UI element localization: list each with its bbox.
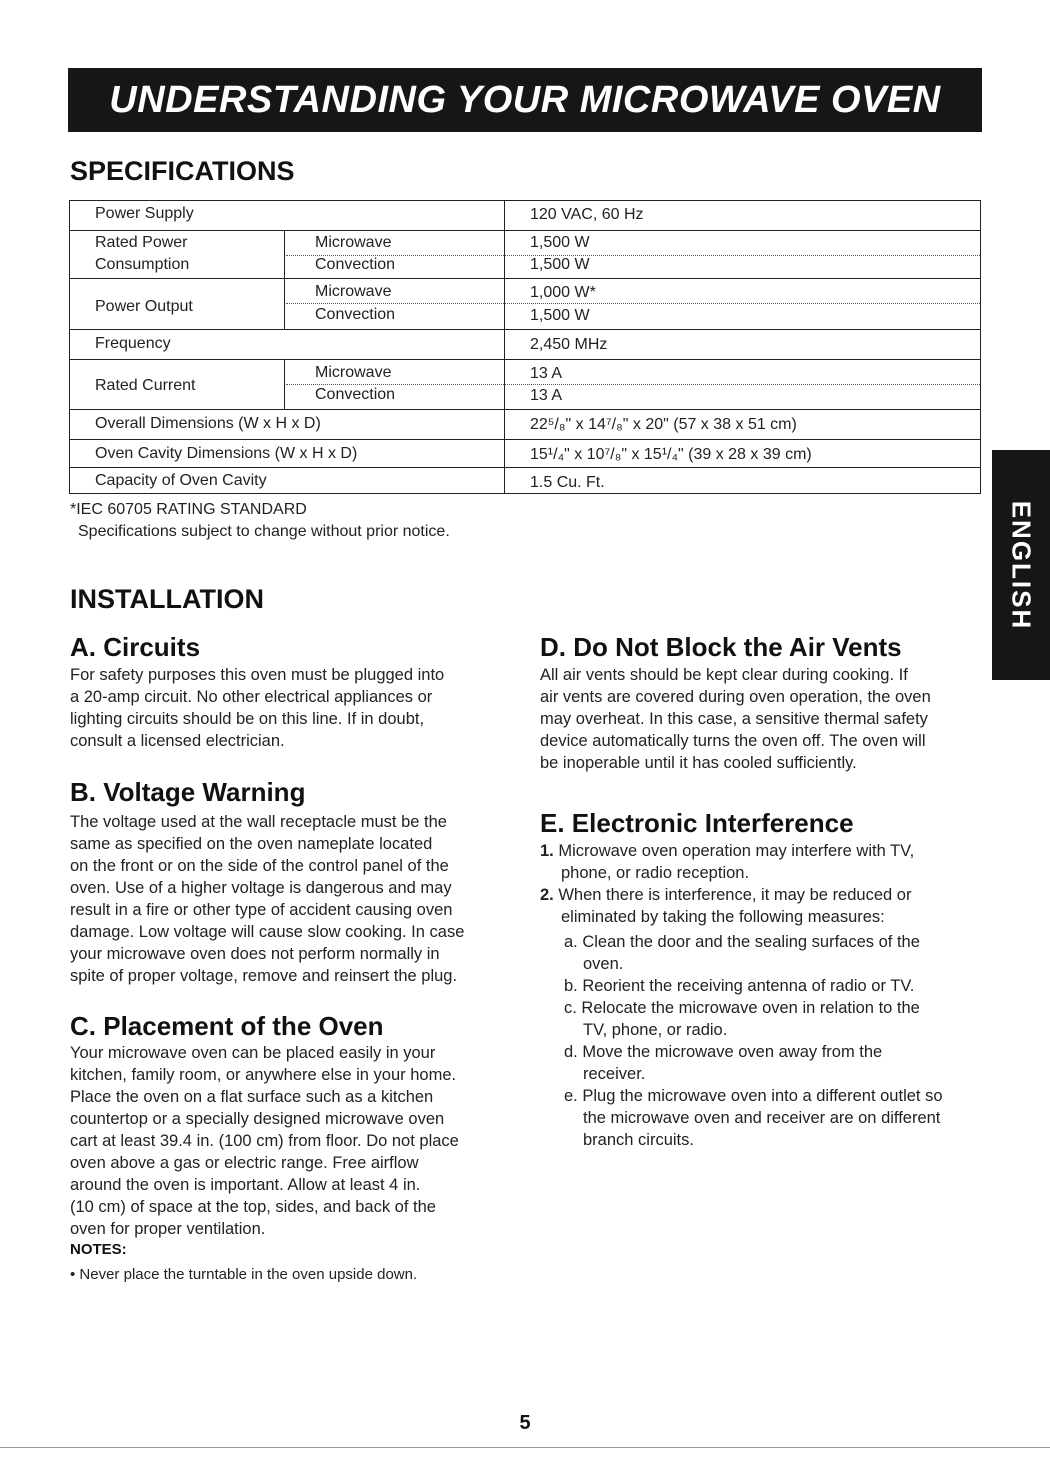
paragraph-line: oven above a gas or electric range. Free airflow — [70, 1154, 419, 1172]
sub-divider — [284, 359, 285, 409]
paragraph-line: All air vents should be kept clear during cooking. If — [540, 666, 908, 684]
item-number: 1. — [540, 842, 554, 860]
paragraph-line: consult a licensed electrician. — [70, 732, 285, 750]
paragraph-line: (10 cm) of space at the top, sides, and back of the — [70, 1198, 436, 1216]
measure-a-continued: oven. — [583, 955, 624, 973]
table-row-frequency — [70, 329, 980, 360]
paragraph-line: For safety purposes this oven must be plugged into — [70, 666, 445, 684]
item-number: 2. — [540, 886, 554, 904]
paragraph-line: cart at least 39.4 in. (100 cm) from floor. Do not place — [70, 1132, 459, 1150]
sub-divider — [284, 230, 285, 278]
table-row-rated-power — [70, 230, 980, 279]
paragraph-line: Place the oven on a flat surface such as a kitchen — [70, 1088, 434, 1106]
label-capacity: Capacity of Oven Cavity — [95, 472, 267, 489]
value-cavity-dimensions: 15¹/₄" x 10⁷/₈" x 15¹/₄" (39 x 28 x 39 cm) — [530, 446, 812, 463]
note-bullet: • Never place the turntable in the oven upside down. — [70, 1266, 418, 1283]
table-row-power-supply — [70, 201, 980, 231]
value-power-output-microwave: 1,000 W* — [530, 284, 596, 301]
value-power-supply: 120 VAC, 60 Hz — [530, 206, 644, 223]
interference-title: E. Electronic Interference — [540, 808, 854, 838]
interference-item-2 — [540, 884, 911, 906]
measure-c: c. Relocate the microwave oven in relation to the — [564, 999, 920, 1017]
paragraph-line: around the oven is important. Allow at least 4 in. — [70, 1176, 421, 1194]
interference-item-1 — [540, 840, 914, 862]
label-power-supply: Power Supply — [95, 205, 194, 222]
page-number: 5 — [519, 1412, 531, 1434]
sub-convection: Convection — [315, 256, 396, 273]
language-tab-english — [992, 450, 1050, 680]
label-power-output: Power Output — [95, 298, 193, 315]
paragraph-line: may overheat. In this case, a sensitive thermal safety — [540, 710, 928, 728]
paragraph-line: lighting circuits should be on this line. If in doubt, — [70, 710, 425, 728]
footnote-rating-standard: *IEC 60705 RATING STANDARD — [70, 501, 307, 518]
label-frequency: Frequency — [95, 335, 171, 352]
paragraph-line: countertop or a specially designed microwave oven — [70, 1110, 445, 1128]
measure-d: d. Move the microwave oven away from the — [564, 1043, 883, 1061]
page-banner — [68, 68, 982, 132]
paragraph-line: oven for proper ventilation. — [70, 1220, 266, 1238]
paragraph-line: be inoperable until it has cooled sufficiently. — [540, 754, 857, 772]
paragraph-line: air vents are covered during oven operation, the oven — [540, 688, 931, 706]
table-row-cavity-dimensions — [70, 439, 980, 468]
placement-title: C. Placement of the Oven — [70, 1011, 384, 1041]
voltage-warning-paragraph — [70, 811, 464, 987]
value-capacity: 1.5 Cu. Ft. — [530, 474, 605, 491]
item-text-continued: eliminated by taking the following measures: — [561, 908, 885, 926]
measure-e-continued: branch circuits. — [583, 1131, 694, 1149]
label-rated-current: Rated Current — [95, 377, 196, 394]
air-vents-title: D. Do Not Block the Air Vents — [540, 632, 902, 662]
paragraph-line: a 20-amp circuit. No other electrical appliances or — [70, 688, 433, 706]
paragraph-line: spite of proper voltage, remove and reinsert the plug. — [70, 967, 458, 985]
sub-divider — [284, 278, 285, 329]
sub-microwave: Microwave — [315, 234, 392, 251]
measure-b: b. Reorient the receiving antenna of radio or TV. — [564, 977, 915, 995]
label-overall-dimensions: Overall Dimensions (W x H x D) — [95, 415, 321, 432]
paragraph-line: oven. Use of a higher voltage is dangerous and may — [70, 879, 452, 897]
specifications-table — [69, 200, 981, 494]
specifications-heading: SPECIFICATIONS — [70, 156, 295, 186]
value-power-output-convection: 1,500 W — [530, 307, 590, 324]
value-rated-current-convection: 13 A — [530, 387, 563, 404]
sub-microwave: Microwave — [315, 283, 392, 300]
language-tab-label: ENGLISH — [1006, 500, 1037, 630]
label-cavity-dimensions: Oven Cavity Dimensions (W x H x D) — [95, 445, 358, 462]
value-rated-power-microwave: 1,500 W — [530, 234, 590, 251]
value-rated-power-convection: 1,500 W — [530, 256, 590, 273]
placement-paragraph — [70, 1042, 459, 1240]
dotted-divider — [286, 384, 980, 385]
value-overall-dimensions: 22⁵/₈" x 14⁷/₈" x 20" (57 x 38 x 51 cm) — [530, 416, 797, 433]
value-frequency: 2,450 MHz — [530, 336, 608, 353]
value-rated-current-microwave: 13 A — [530, 365, 563, 382]
paragraph-line: The voltage used at the wall receptacle must be the — [70, 813, 447, 831]
item-text: Microwave oven operation may interfere with TV, — [558, 842, 915, 860]
footnote-specifications-change: Specifications subject to change without prior notice. — [78, 523, 450, 540]
paragraph-line: damage. Low voltage will cause slow cooking. In case — [70, 923, 465, 941]
paragraph-line: Your microwave oven can be placed easily in your — [70, 1044, 436, 1062]
item-text: When there is interference, it may be reduced or — [558, 886, 912, 904]
notes-label: NOTES: — [70, 1241, 127, 1258]
paragraph-line: result in a fire or other type of accident causing oven — [70, 901, 453, 919]
circuits-title: A. Circuits — [70, 632, 201, 662]
voltage-warning-title: B. Voltage Warning — [70, 777, 306, 807]
measure-e-continued: the microwave oven and receiver are on different — [583, 1109, 941, 1127]
banner-title: UNDERSTANDING YOUR MICROWAVE OVEN — [109, 78, 941, 121]
paragraph-line: kitchen, family room, or anywhere else in your home. — [70, 1066, 457, 1084]
sub-convection: Convection — [315, 306, 396, 323]
sub-convection: Convection — [315, 386, 396, 403]
dotted-divider — [286, 303, 980, 304]
measure-c-continued: TV, phone, or radio. — [583, 1021, 728, 1039]
bottom-rule — [0, 1447, 1050, 1448]
table-row-rated-current — [70, 359, 980, 410]
measure-e: e. Plug the microwave oven into a different outlet so — [564, 1087, 943, 1105]
paragraph-line: your microwave oven does not perform normally in — [70, 945, 440, 963]
measure-a: a. Clean the door and the sealing surfaces of the — [564, 933, 920, 951]
table-row-capacity — [70, 467, 980, 493]
measure-d-continued: receiver. — [583, 1065, 646, 1083]
paragraph-line: on the front or on the side of the control panel of the — [70, 857, 449, 875]
table-row-power-output — [70, 278, 980, 330]
circuits-paragraph — [70, 664, 444, 752]
paragraph-line: same as specified on the oven nameplate located — [70, 835, 433, 853]
installation-heading: INSTALLATION — [70, 584, 264, 614]
item-text-continued: phone, or radio reception. — [561, 864, 750, 882]
air-vents-paragraph — [540, 664, 931, 774]
paragraph-line: device automatically turns the oven off. The oven will — [540, 732, 926, 750]
label-consumption: Consumption — [95, 256, 190, 273]
label-rated-power: Rated Power — [95, 234, 188, 251]
table-row-overall-dimensions — [70, 409, 980, 440]
sub-microwave: Microwave — [315, 364, 392, 381]
